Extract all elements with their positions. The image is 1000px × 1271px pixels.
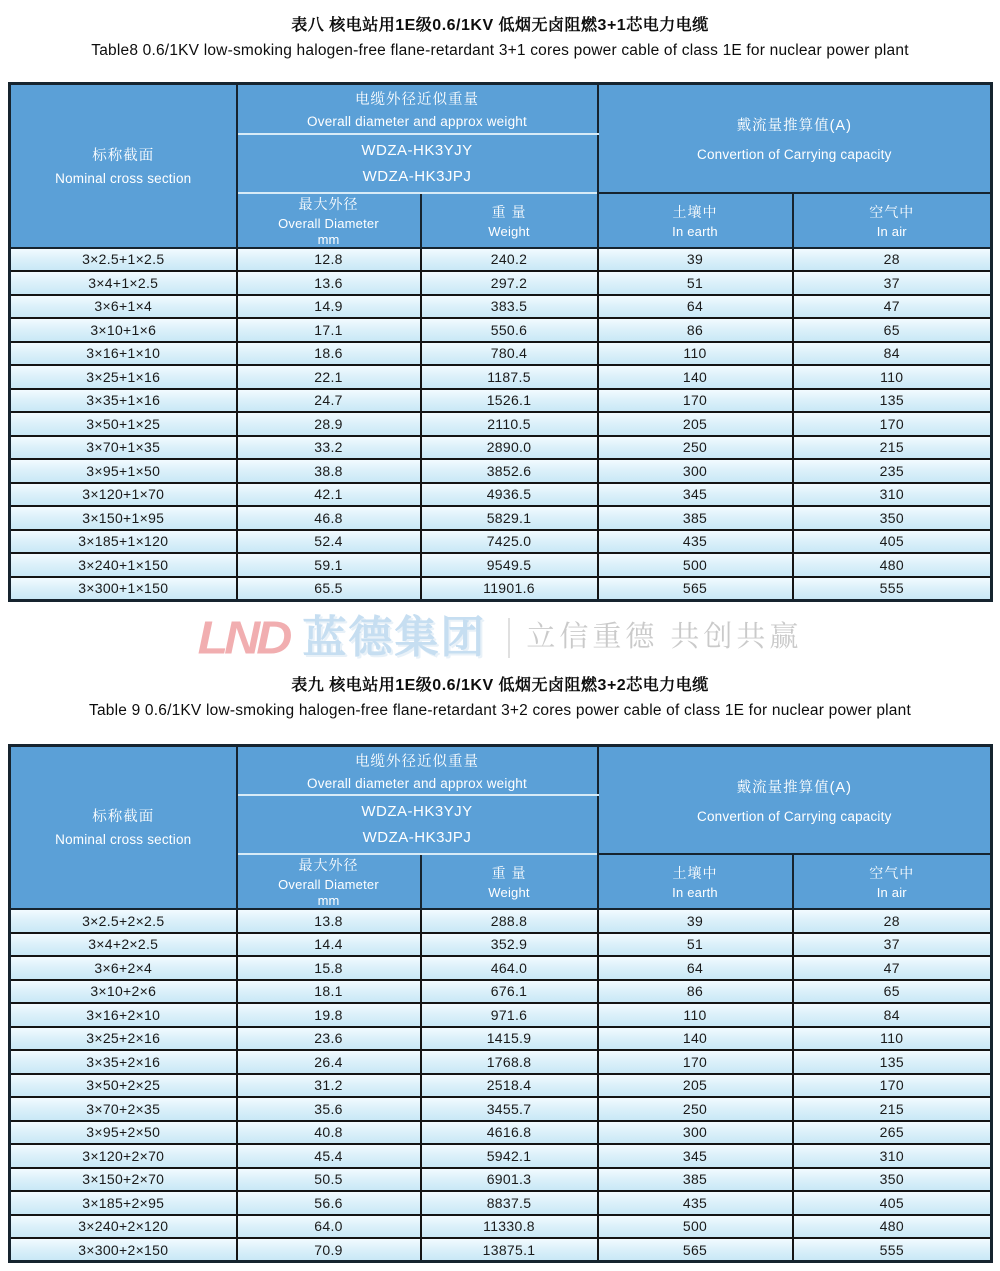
table-cell: 215 (793, 1097, 992, 1121)
table-cell: 28 (793, 248, 992, 272)
table-cell: 31.2 (237, 1074, 421, 1098)
table-cell: 64.0 (237, 1215, 421, 1239)
table-cell: 12.8 (237, 248, 421, 272)
table8-title-chinese: 表八 核电站用1E级0.6/1KV 低烟无卤阻燃3+1芯电力电缆 (291, 17, 709, 34)
table-cell: 345 (598, 483, 793, 507)
table-row (10, 956, 992, 980)
table-row (10, 980, 992, 1004)
table-cell: 555 (793, 577, 992, 601)
table-row (10, 530, 992, 554)
table-cell: 64 (598, 295, 793, 319)
table-cell: 35.6 (237, 1097, 421, 1121)
table-cell: 555 (793, 1238, 992, 1262)
table-row (10, 933, 992, 957)
header-in-earth: 土壤中 In earth (598, 854, 793, 909)
table-cell: 45.4 (237, 1144, 421, 1168)
table-row (10, 248, 992, 272)
table-cell: 13.6 (237, 271, 421, 295)
logo-company-name: 蓝德集团 (302, 612, 487, 662)
table-cell: 11330.8 (421, 1215, 598, 1239)
table-cell: 3852.6 (421, 459, 598, 483)
table-cell: 565 (598, 1238, 793, 1262)
table-cell: 3×50+2×25 (10, 1074, 237, 1098)
table-cell: 310 (793, 1144, 992, 1168)
table-cell: 3×185+2×95 (10, 1191, 237, 1215)
table-cell: 28 (793, 909, 992, 933)
table-cell: 565 (598, 577, 793, 601)
header-nominal-cross-section: 标称截面 Nominal cross section (10, 745, 237, 909)
table-cell: 52.4 (237, 530, 421, 554)
logo-tagline: 立信重德 共创共赢 (526, 621, 803, 653)
table-cell: 51 (598, 271, 793, 295)
table-row (10, 342, 992, 366)
table-cell: 39 (598, 909, 793, 933)
table-cell: 405 (793, 1191, 992, 1215)
table-cell: 40.8 (237, 1121, 421, 1145)
table-row (10, 1074, 992, 1098)
table-cell: 65.5 (237, 577, 421, 601)
table-cell: 464.0 (421, 956, 598, 980)
table-cell: 26.4 (237, 1050, 421, 1074)
table-cell: 4616.8 (421, 1121, 598, 1145)
table-cell: 70.9 (237, 1238, 421, 1262)
table-row (10, 1168, 992, 1192)
table-row (10, 365, 992, 389)
table-cell: 28.9 (237, 412, 421, 436)
table-cell: 47 (793, 295, 992, 319)
table-cell: 23.6 (237, 1027, 421, 1051)
header-in-air: 空气中 In air (793, 854, 992, 909)
table-cell: 550.6 (421, 318, 598, 342)
table-row (10, 1097, 992, 1121)
table-cell: 170 (793, 412, 992, 436)
table-cell: 5942.1 (421, 1144, 598, 1168)
table-cell: 780.4 (421, 342, 598, 366)
header-weight: 重 量 Weight (421, 193, 598, 248)
table-row (10, 909, 992, 933)
table9-body (10, 909, 992, 1262)
table-row (10, 436, 992, 460)
table-cell: 1187.5 (421, 365, 598, 389)
table-row (10, 1238, 992, 1262)
table-cell: 3×185+1×120 (10, 530, 237, 554)
table-row (10, 1191, 992, 1215)
table-cell: 3×150+1×95 (10, 506, 237, 530)
table-cell: 140 (598, 365, 793, 389)
table-cell: 3×4+2×2.5 (10, 933, 237, 957)
table-cell: 3×95+1×50 (10, 459, 237, 483)
logo-divider (508, 618, 510, 658)
section-table-9 (0, 672, 1000, 1264)
table-cell: 435 (598, 1191, 793, 1215)
table-cell: 22.1 (237, 365, 421, 389)
table-cell: 8837.5 (421, 1191, 598, 1215)
table-cell: 3×10+1×6 (10, 318, 237, 342)
table-cell: 300 (598, 1121, 793, 1145)
table-cell: 3×240+2×120 (10, 1215, 237, 1239)
table-cell: 19.8 (237, 1003, 421, 1027)
table-cell: 435 (598, 530, 793, 554)
table-cell: 205 (598, 412, 793, 436)
table-cell: 37 (793, 271, 992, 295)
table-cell: 3×16+2×10 (10, 1003, 237, 1027)
header-row-groups (10, 84, 992, 134)
cable-spec-table-8 (8, 82, 993, 602)
table-cell: 65 (793, 318, 992, 342)
table-cell: 1415.9 (421, 1027, 598, 1051)
table-cell: 7425.0 (421, 530, 598, 554)
table-cell: 3×300+1×150 (10, 577, 237, 601)
table-cell: 46.8 (237, 506, 421, 530)
table-cell: 170 (598, 389, 793, 413)
table-cell: 2110.5 (421, 412, 598, 436)
table-cell: 676.1 (421, 980, 598, 1004)
table-cell: 3×70+2×35 (10, 1097, 237, 1121)
table-cell: 18.1 (237, 980, 421, 1004)
table-cell: 37 (793, 933, 992, 957)
table-row (10, 389, 992, 413)
table-cell: 6901.3 (421, 1168, 598, 1192)
section-table-8 (0, 0, 1000, 602)
table-cell: 24.7 (237, 389, 421, 413)
table-cell: 500 (598, 1215, 793, 1239)
table-cell: 3×25+2×16 (10, 1027, 237, 1051)
table-cell: 297.2 (421, 271, 598, 295)
table-row (10, 1121, 992, 1145)
table-cell: 110 (793, 1027, 992, 1051)
header-in-air: 空气中 In air (793, 193, 992, 248)
header-carrying-capacity-group: 戴流量推算值(A) Convertion of Carrying capacity (598, 84, 992, 193)
table-row (10, 577, 992, 601)
table-cell: 3×95+2×50 (10, 1121, 237, 1145)
table-cell: 250 (598, 436, 793, 460)
table-cell: 13.8 (237, 909, 421, 933)
table-cell: 3×120+1×70 (10, 483, 237, 507)
table-cell: 18.6 (237, 342, 421, 366)
header-diameter-weight-group: 电缆外径近似重量 Overall diameter and approx weight (237, 745, 598, 795)
table-cell: 3×50+1×25 (10, 412, 237, 436)
logo-lnd-monogram: LND (197, 611, 289, 664)
company-logo (0, 606, 1000, 670)
header-carrying-capacity-group: 戴流量推算值(A) Convertion of Carrying capacity (598, 745, 992, 854)
table-row (10, 1144, 992, 1168)
table-cell: 3×70+1×35 (10, 436, 237, 460)
table-cell: 64 (598, 956, 793, 980)
table-row (10, 1050, 992, 1074)
table-cell: 84 (793, 1003, 992, 1027)
table-cell: 3×2.5+2×2.5 (10, 909, 237, 933)
table-cell: 3×35+1×16 (10, 389, 237, 413)
table-cell: 385 (598, 506, 793, 530)
table-cell: 3455.7 (421, 1097, 598, 1121)
table-cell: 135 (793, 1050, 992, 1074)
table-cell: 480 (793, 553, 992, 577)
table8-title-english: Table8 0.6/1KV low-smoking halogen-free flane-retardant 3+1 cores power cable of class 1E for nuclear power plant (91, 42, 909, 59)
header-diameter-weight-group: 电缆外径近似重量 Overall diameter and approx weight (237, 84, 598, 134)
table-cell: 3×120+2×70 (10, 1144, 237, 1168)
table-cell: 2518.4 (421, 1074, 598, 1098)
table-cell: 1526.1 (421, 389, 598, 413)
table-cell: 9549.5 (421, 553, 598, 577)
table-row (10, 483, 992, 507)
table-cell: 110 (793, 365, 992, 389)
table-cell: 170 (598, 1050, 793, 1074)
table-cell: 86 (598, 980, 793, 1004)
header-overall-diameter: 最大外径 Overall Diameter mm (237, 193, 421, 248)
cable-spec-table-9 (8, 744, 993, 1264)
table8-body (10, 248, 992, 601)
table-cell: 14.9 (237, 295, 421, 319)
table-cell: 38.8 (237, 459, 421, 483)
table-row (10, 553, 992, 577)
table-cell: 170 (793, 1074, 992, 1098)
header-in-earth: 土壤中 In earth (598, 193, 793, 248)
table-row (10, 271, 992, 295)
table-cell: 65 (793, 980, 992, 1004)
table-cell: 3×150+2×70 (10, 1168, 237, 1192)
header-nominal-cross-section: 标称截面 Nominal cross section (10, 84, 237, 248)
table-cell: 15.8 (237, 956, 421, 980)
table-cell: 3×6+2×4 (10, 956, 237, 980)
table-row (10, 295, 992, 319)
table-cell: 240.2 (421, 248, 598, 272)
table-row (10, 412, 992, 436)
table-cell: 3×16+1×10 (10, 342, 237, 366)
table-cell: 56.6 (237, 1191, 421, 1215)
table-cell: 13875.1 (421, 1238, 598, 1262)
table-cell: 215 (793, 436, 992, 460)
table-cell: 14.4 (237, 933, 421, 957)
table-cell: 235 (793, 459, 992, 483)
table-cell: 265 (793, 1121, 992, 1145)
table-cell: 1768.8 (421, 1050, 598, 1074)
table-cell: 345 (598, 1144, 793, 1168)
table-cell: 17.1 (237, 318, 421, 342)
table-cell: 110 (598, 1003, 793, 1027)
table-cell: 300 (598, 459, 793, 483)
table-cell: 385 (598, 1168, 793, 1192)
header-row-groups (10, 745, 992, 795)
table-cell: 135 (793, 389, 992, 413)
table-cell: 3×35+2×16 (10, 1050, 237, 1074)
table-cell: 39 (598, 248, 793, 272)
table-cell: 383.5 (421, 295, 598, 319)
table-cell: 59.1 (237, 553, 421, 577)
table-cell: 3×2.5+1×2.5 (10, 248, 237, 272)
table-cell: 205 (598, 1074, 793, 1098)
table-cell: 140 (598, 1027, 793, 1051)
table-cell: 33.2 (237, 436, 421, 460)
table-cell: 480 (793, 1215, 992, 1239)
header-cable-models: WDZA-HK3YJY WDZA-HK3JPJ (237, 795, 598, 854)
table-cell: 50.5 (237, 1168, 421, 1192)
table-cell: 4936.5 (421, 483, 598, 507)
table-cell: 84 (793, 342, 992, 366)
table9-title-english: Table 9 0.6/1KV low-smoking halogen-free flane-retardant 3+2 cores power cable of class 1E for nuclear power plant (89, 701, 911, 719)
table-row (10, 1027, 992, 1051)
header-overall-diameter: 最大外径 Overall Diameter mm (237, 854, 421, 909)
table-cell: 2890.0 (421, 436, 598, 460)
header-cable-models: WDZA-HK3YJY WDZA-HK3JPJ (237, 134, 598, 193)
table-cell: 3×300+2×150 (10, 1238, 237, 1262)
table-cell: 352.9 (421, 933, 598, 957)
table-cell: 3×25+1×16 (10, 365, 237, 389)
table-cell: 51 (598, 933, 793, 957)
table-cell: 350 (793, 1168, 992, 1192)
header-weight: 重 量 Weight (421, 854, 598, 909)
table-cell: 5829.1 (421, 506, 598, 530)
table-cell: 310 (793, 483, 992, 507)
table-row (10, 1215, 992, 1239)
table-cell: 971.6 (421, 1003, 598, 1027)
table-cell: 3×10+2×6 (10, 980, 237, 1004)
table-cell: 3×4+1×2.5 (10, 271, 237, 295)
table9-title-chinese: 表九 核电站用1E级0.6/1KV 低烟无卤阻燃3+2芯电力电缆 (291, 676, 709, 694)
table-row (10, 506, 992, 530)
table-cell: 500 (598, 553, 793, 577)
table-cell: 288.8 (421, 909, 598, 933)
table-cell: 250 (598, 1097, 793, 1121)
table-cell: 42.1 (237, 483, 421, 507)
table-cell: 405 (793, 530, 992, 554)
table-cell: 11901.6 (421, 577, 598, 601)
table-cell: 110 (598, 342, 793, 366)
table-row (10, 459, 992, 483)
table-cell: 3×6+1×4 (10, 295, 237, 319)
table-cell: 350 (793, 506, 992, 530)
table-cell: 86 (598, 318, 793, 342)
table-cell: 47 (793, 956, 992, 980)
table-row (10, 1003, 992, 1027)
table-cell: 3×240+1×150 (10, 553, 237, 577)
table-row (10, 318, 992, 342)
